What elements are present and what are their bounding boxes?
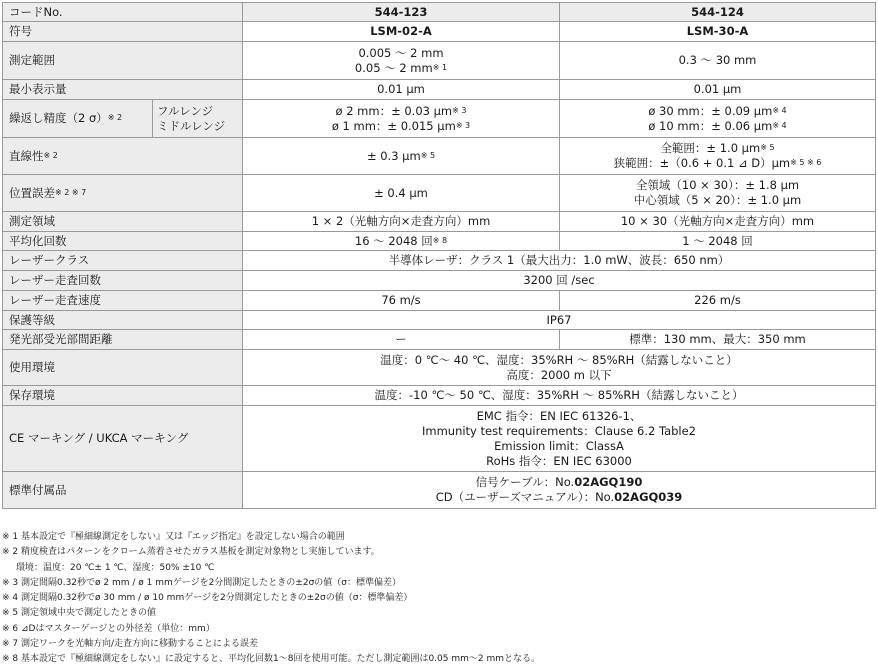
averaging-col1: 16 ～ 2048 回$^{※ 8}$ [243, 232, 560, 251]
row-resolution [3, 80, 876, 100]
repeat-label: 繰返し精度（2 σ）$^{※ 2}$ [3, 100, 153, 138]
row-symbol [3, 22, 876, 42]
symbol-col2: LSM-30-A [560, 22, 876, 42]
protection-label: 保護等級 [3, 311, 243, 330]
linearity-col2: 全範囲：± 1.0 $\mu m^{※ 5}$ 狭範囲：±（0.6 + 0.1 ⊿ $D)\mu m^{※ 5 ※ 6}$ [560, 138, 876, 175]
footnote-7: ※ 7 測定ワークを光軸方向/走査方向に移動することによる誤差 [2, 639, 259, 650]
row-position-error [3, 175, 876, 212]
footnotes [2, 530, 872, 668]
env-use-value: 温度：0 ℃～ 40 ℃、湿度：35%RH ～ 85%RH（結露しないこと） 高度：2000 m 以下 [243, 350, 876, 386]
row-protection [3, 311, 876, 330]
env-use-label: 使用環境 [3, 350, 243, 386]
scan-count-label: レーザー走査回数 [3, 271, 243, 291]
position-col1: ± 0.4 μm [243, 175, 560, 212]
accessories-value: 信号ケーブル：No.02AGQ190 CD（ユーザーズマニュアル）：No.02AGQ039 [243, 472, 876, 509]
scan-speed-col1: 76 m/s [243, 291, 560, 311]
protection-value: IP67 [243, 311, 876, 330]
repeat-sublabels: フルレンジ ミドルレンジ [153, 100, 243, 138]
row-linearity [3, 138, 876, 175]
laser-class-label: レーザークラス [3, 251, 243, 271]
linearity-label: 直線性$^{※ 2}$ [3, 138, 243, 175]
linearity-col1: ± 0.3 $\mu m^{※ 5}$ [243, 138, 560, 175]
row-averaging [3, 232, 876, 251]
distance-label: 発光部受光部間距離 [3, 330, 243, 350]
averaging-label: 平均化回数 [3, 232, 243, 251]
resolution-col1: 0.01 μm [243, 80, 560, 100]
footnote-2-environment: 環境：温度：20 ℃± 1 ℃、湿度：50% ±10 ℃ [16, 562, 215, 573]
ce-value: EMC 指令：EN IEC 61326-1、 Immunity test requirements：Clause 6.2 Table2 Emission limit：ClassA RoHs 指令：EN IEC 63000 [243, 406, 876, 472]
row-repeatability [3, 100, 876, 138]
symbol-col1: LSM-02-A [243, 22, 560, 42]
row-code [3, 3, 876, 22]
range-label: 測定範囲 [3, 42, 243, 80]
footnote-2: ※ 2 精度検査はパターンをクローム蒸着させたガラス基板を測定対象物とし実施しています。 [2, 547, 380, 558]
position-label: 位置誤差$^{※ 2 ※ 7}$ [3, 175, 243, 212]
row-env-use [3, 350, 876, 386]
model-544-124: 544-124 [560, 3, 876, 22]
code-label: コードNo. [3, 3, 243, 22]
row-scan-count [3, 271, 876, 291]
scan-speed-col2: 226 m/s [560, 291, 876, 311]
env-store-value: 温度：-10 ℃～ 50 ℃、湿度：35%RH ～ 85%RH（結露しないこと） [243, 386, 876, 406]
row-laser-class [3, 251, 876, 271]
scan-count-value: 3200 回 /sec [243, 271, 876, 291]
resolution-label: 最小表示量 [3, 80, 243, 100]
model-544-123: 544-123 [243, 3, 560, 22]
row-accessories [3, 472, 876, 509]
symbol-label: 符号 [3, 22, 243, 42]
accessories-label: 標準付属品 [3, 472, 243, 509]
position-col2: 全領域（10 × 30）：± 1.8 μm 中心領域（5 × 20）：± 1.0 μm [560, 175, 876, 212]
distance-col2: 標準：130 mm、最大：350 mm [560, 330, 876, 350]
distance-col1: ー [243, 330, 560, 350]
repeat-col1: ø 2 mm：± 0.03 $\mu m^{※ 3}$ ø 1 mm：± 0.015 $\mu m^{※ 3}$ [243, 100, 560, 138]
area-label: 測定領域 [3, 212, 243, 232]
row-scan-speed [3, 291, 876, 311]
footnote-4: ※ 4 測定間隔0.32秒でø 30 mm / ø 10 mmゲージを2分間測定したときの±2σの値（σ：標準偏差） [2, 593, 413, 604]
row-env-store [3, 386, 876, 406]
footnote-5: ※ 5 測定領域中央で測定したときの値 [2, 608, 156, 619]
env-store-label: 保存環境 [3, 386, 243, 406]
repeat-col2: ø 30 mm：± 0.09 $\mu m^{※ 4}$ ø 10 mm：± 0.06 $\mu m^{※ 4}$ [560, 100, 876, 138]
range-col1: 0.005 ～ 2 mm 0.05 ～ 2 $mm^{※ 1}$ [243, 42, 560, 80]
row-area [3, 212, 876, 232]
footnote-8: ※ 8 基本設定で『極細線測定をしない』に設定すると、平均化回数1～8回を使用可能。ただし測定範囲は0.05 mm～2 mmとなる。 [2, 654, 540, 665]
averaging-col2: 1 ～ 2048 回 [560, 232, 876, 251]
area-col1: 1 × 2（光軸方向×走査方向）mm [243, 212, 560, 232]
scan-speed-label: レーザー走査速度 [3, 291, 243, 311]
row-distance [3, 330, 876, 350]
range-col2: 0.3 ～ 30 mm [560, 42, 876, 80]
ce-label: CE マーキング / UKCA マーキング [3, 406, 243, 472]
row-ce-marking [3, 406, 876, 472]
footnote-3: ※ 3 測定間隔0.32秒でø 2 mm / ø 1 mmゲージを2分間測定したときの±2σの値（σ：標準偏差） [2, 577, 401, 588]
footnote-6: ※ 6 ⊿Dはマスターゲージとの外径差（単位：mm） [2, 623, 215, 634]
area-col2: 10 × 30（光軸方向×走査方向）mm [560, 212, 876, 232]
spec-table [2, 2, 876, 509]
resolution-col2: 0.01 μm [560, 80, 876, 100]
laser-class-value: 半導体レーザ：クラス 1（最大出力：1.0 mW、波長：650 nm） [243, 251, 876, 271]
row-range [3, 42, 876, 80]
footnote-1: ※ 1 基本設定で『極細線測定をしない』又は『エッジ指定』を設定しない場合の範囲 [2, 532, 345, 542]
